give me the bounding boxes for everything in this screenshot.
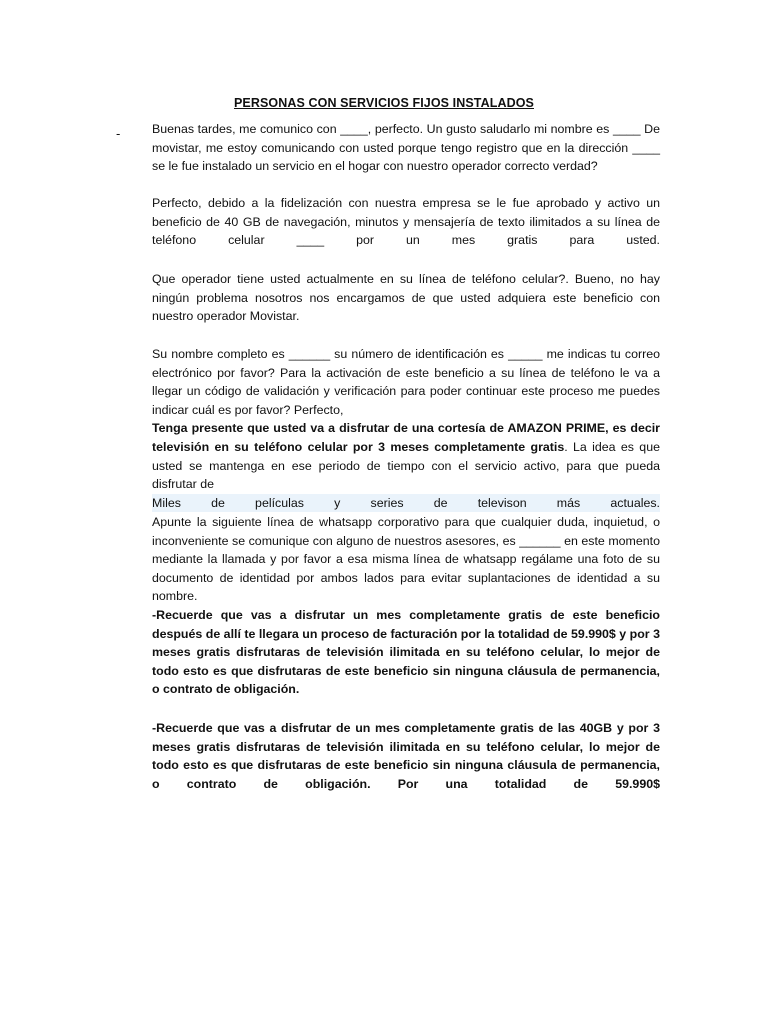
paragraph-text: Apunte la siguiente línea de whatsapp corporativo para que cualquier duda, inquietud, o inconveniente se comunique con alguno de nuestros asesores, es ______ en este momento mediante la llamada y por favor a esa misma línea de whatsapp regálame una foto de su documento de identidad por ambos lados para evitar suplantaciones de identidad a su nombre.	[152, 515, 660, 604]
paragraph-text: Su nombre completo es ______ su número de identificación es _____ me indicas tu correo electrónico por favor? Para la activación de este beneficio a su línea de teléfono le va a llegar un código de validación y verificación para poder continuar este proceso me puedes indicar cuál es por favor? Perfecto,	[152, 347, 660, 417]
paragraph-operator	[152, 270, 660, 326]
paragraph-reminder-billing: -Recuerde que vas a disfrutar un mes completamente gratis de este beneficio después de allí te llegara un proceso de facturación por la totalidad de 59.990$ y por 3 meses gratis disfrutaras de televisión ilimitada en su teléfono celular, lo mejor de todo esto es que disfrutaras de este beneficio sin ninguna cláusula de permanencia, o contrato de obligación.	[152, 607, 660, 697]
paragraph-text: Buenas tardes, me comunico con ____, perfecto. Un gusto saludarlo mi nombre es ____ De movistar, me estoy comunicando con usted porque tengo registro que en la dirección ____ se le fue instalado un servicio en el hogar con nuestro operador correcto verdad?	[152, 122, 660, 174]
paragraph-text: Perfecto, debido a la fidelización con nuestra empresa se le fue aprobado y activo un beneficio de 40 GB de navegación, minutos y mensajería de texto ilimitados a su línea de teléfono celular ____ por un mes gratis para usted.	[152, 196, 660, 248]
regular-text: . La idea es que usted se mantenga en ese periodo de tiempo con el servicio activo, para que pueda disfrutar de	[152, 439, 660, 492]
bullet-marker: -	[116, 126, 121, 141]
paragraph-greeting	[152, 120, 660, 176]
bold-text: Tenga presente que usted va a disfrutar de una cortesía de AMAZON PRIME, es decir televisión en su teléfono celular por 3 meses completamente gratis	[152, 421, 660, 454]
highlighted-line: Miles de películas y series de televison más actuales.	[152, 494, 660, 513]
document-title: PERSONAS CON SERVICIOS FIJOS INSTALADOS	[233, 96, 534, 110]
paragraph-text: -Recuerde que vas a disfrutar de un mes completamente gratis de las 40GB y por 3 meses gratis disfrutaras de televisión ilimitada en su teléfono celular, lo mejor de todo esto es que disfrutaras de este beneficio sin ninguna cláusula de permanencia, o contrato de obligación. Por una totalidad de 59.990$	[152, 721, 660, 791]
paragraph-amazon-prime	[152, 419, 660, 493]
paragraph-benefit	[152, 194, 660, 250]
paragraph-whatsapp	[152, 513, 660, 699]
paragraph-text: Que operador tiene usted actualmente en su línea de teléfono celular?. Bueno, no hay ningún problema nosotros nos encargamos de que usted adquiera este beneficio con nuestro operador Movistar.	[152, 272, 660, 324]
paragraph-identification	[152, 345, 660, 512]
paragraph-reminder-40gb	[152, 719, 660, 793]
